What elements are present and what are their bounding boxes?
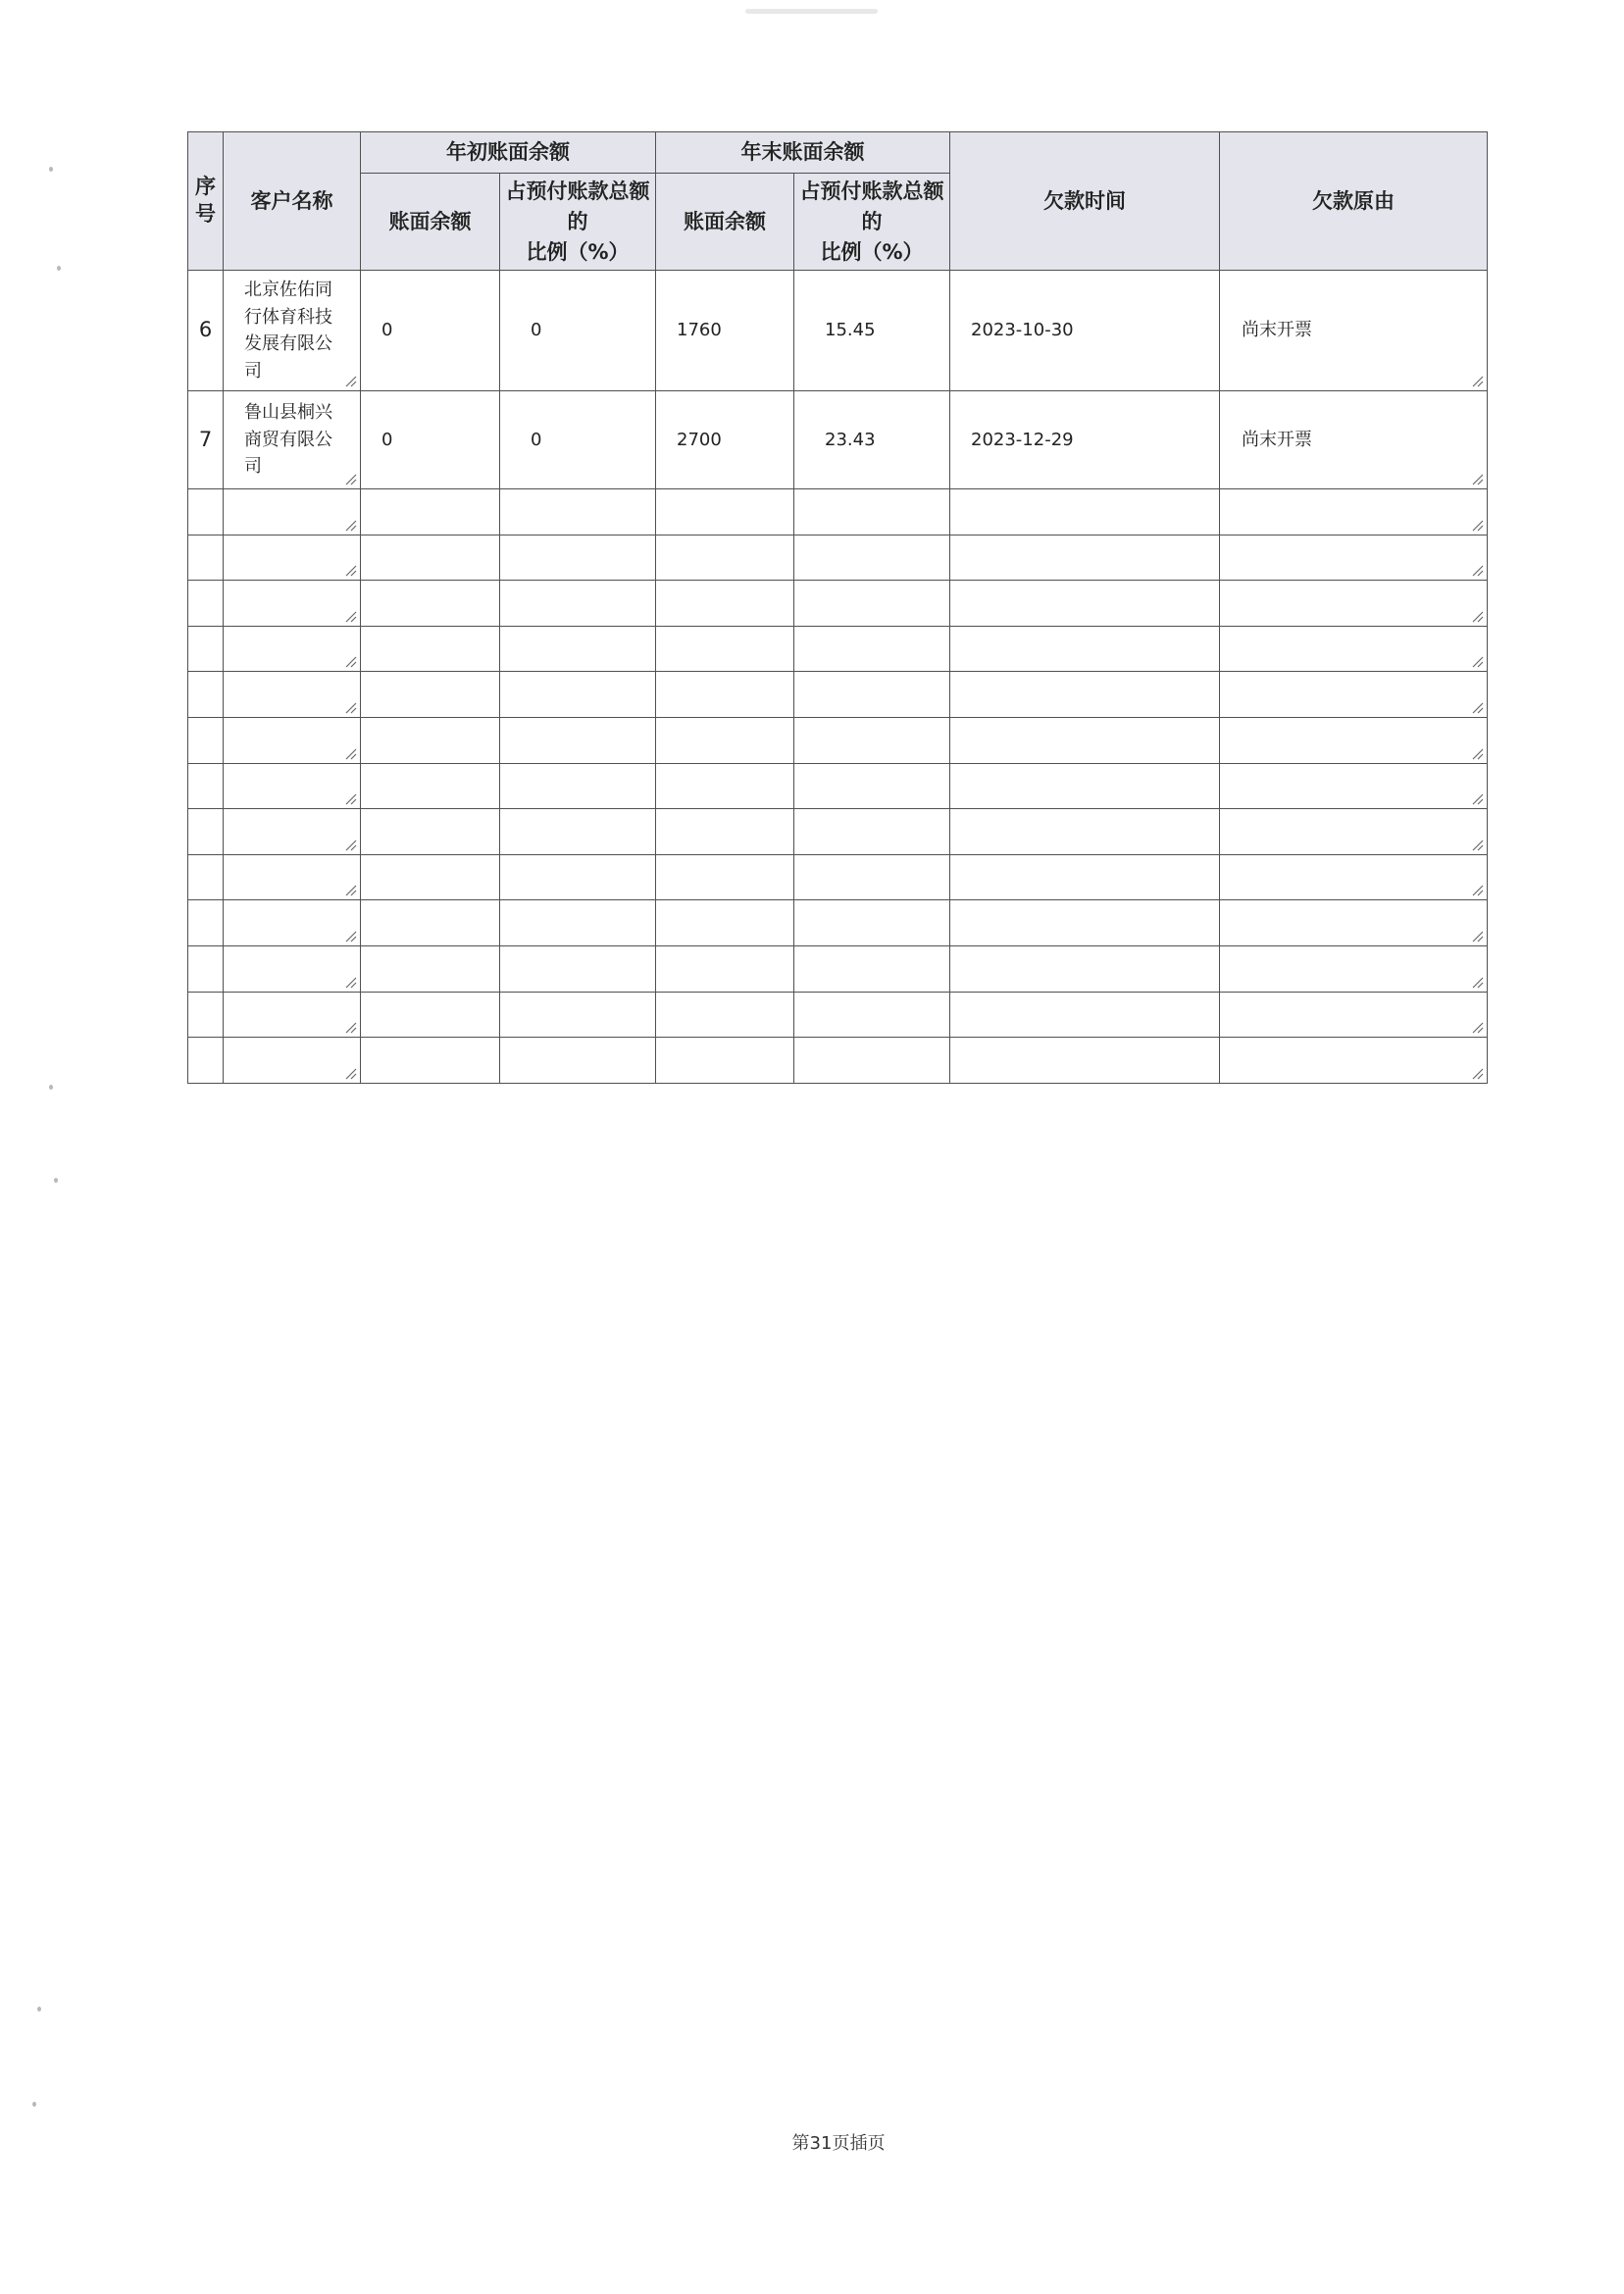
closing-ratio-cell [794, 626, 950, 672]
empty-table-row [188, 535, 1488, 581]
closing-ratio-cell: 15.45 [794, 271, 950, 391]
customer-name-cell [224, 763, 361, 809]
scan-speck [37, 2007, 41, 2012]
resize-grip-icon [1472, 793, 1484, 805]
arrears-reason-cell [1220, 626, 1488, 672]
closing-ratio-cell [794, 945, 950, 992]
page-footer: 第31页插页 [791, 2133, 886, 2154]
opening-ratio-cell [500, 672, 656, 718]
arrears-reason-cell [1220, 489, 1488, 535]
arrears-date-cell [950, 717, 1220, 763]
opening-balance-cell [361, 900, 500, 946]
empty-table-row [188, 809, 1488, 855]
header-opening-ratio: 占预付账款总额 的 比例（%） [500, 174, 656, 271]
opening-balance-cell: 0 [361, 391, 500, 489]
opening-balance-cell [361, 489, 500, 535]
seq-cell [188, 1038, 224, 1084]
opening-ratio-cell [500, 945, 656, 992]
empty-table-row [188, 489, 1488, 535]
arrears-date-cell [950, 809, 1220, 855]
customer-name-text: 北京佐佑同行体育科技发展有限公司 [244, 280, 332, 382]
opening-ratio-cell [500, 626, 656, 672]
arrears-reason-text: 尚末开票 [1242, 320, 1312, 341]
opening-balance-cell: 0 [361, 271, 500, 391]
header-customer-name: 客户名称 [224, 132, 361, 271]
resize-grip-icon [345, 520, 357, 532]
resize-grip-icon [345, 656, 357, 668]
opening-balance-cell [361, 763, 500, 809]
resize-grip-icon [1472, 474, 1484, 485]
arrears-date-cell: 2023-10-30 [950, 271, 1220, 391]
header-opening-book-balance: 账面余额 [361, 174, 500, 271]
seq-cell: 7 [188, 391, 224, 489]
resize-grip-icon [345, 977, 357, 989]
empty-table-row [188, 581, 1488, 627]
closing-ratio-cell [794, 672, 950, 718]
scan-speck [54, 1178, 58, 1183]
seq-cell [188, 672, 224, 718]
resize-grip-icon [1472, 376, 1484, 387]
resize-grip-icon [345, 793, 357, 805]
resize-grip-icon [345, 931, 357, 943]
arrears-reason-text: 尚末开票 [1242, 429, 1312, 450]
opening-balance-cell [361, 945, 500, 992]
arrears-reason-cell [1220, 672, 1488, 718]
closing-balance-cell [656, 900, 794, 946]
empty-table-row [188, 854, 1488, 900]
empty-table-row [188, 763, 1488, 809]
seq-cell [188, 945, 224, 992]
arrears-reason-cell [1220, 809, 1488, 855]
seq-cell: 6 [188, 271, 224, 391]
empty-table-row [188, 626, 1488, 672]
customer-name-cell [224, 581, 361, 627]
resize-grip-icon [345, 611, 357, 623]
closing-balance-cell [656, 626, 794, 672]
closing-balance-cell [656, 535, 794, 581]
header-seq-label: 序号 [195, 175, 216, 226]
empty-table-row [188, 945, 1488, 992]
seq-cell [188, 581, 224, 627]
closing-balance-cell [656, 763, 794, 809]
seq-cell [188, 717, 224, 763]
customer-name-cell [224, 1038, 361, 1084]
empty-table-row [188, 1038, 1488, 1084]
resize-grip-icon [1472, 931, 1484, 943]
resize-grip-icon [345, 565, 357, 577]
seq-cell [188, 535, 224, 581]
resize-grip-icon [1472, 1068, 1484, 1080]
arrears-reason-cell [1220, 900, 1488, 946]
opening-ratio-cell [500, 854, 656, 900]
arrears-reason-cell [1220, 717, 1488, 763]
seq-cell [188, 900, 224, 946]
opening-ratio-cell [500, 900, 656, 946]
resize-grip-icon [1472, 885, 1484, 896]
closing-ratio-cell [794, 763, 950, 809]
header-seq [188, 132, 224, 271]
arrears-reason-cell [1220, 1038, 1488, 1084]
prepayment-detail-table [187, 131, 1488, 1084]
closing-ratio-cell [794, 489, 950, 535]
closing-ratio-cell [794, 900, 950, 946]
seq-cell [188, 763, 224, 809]
opening-ratio-cell [500, 717, 656, 763]
closing-ratio-cell [794, 581, 950, 627]
arrears-reason-cell [1220, 763, 1488, 809]
resize-grip-icon [1472, 977, 1484, 989]
arrears-date-cell [950, 581, 1220, 627]
resize-grip-icon [1472, 1022, 1484, 1034]
resize-grip-icon [1472, 656, 1484, 668]
resize-grip-icon [345, 474, 357, 485]
resize-grip-icon [345, 376, 357, 387]
customer-name-cell [224, 626, 361, 672]
table-row [188, 391, 1488, 489]
customer-name-cell [224, 992, 361, 1038]
arrears-date-cell [950, 626, 1220, 672]
arrears-date-cell [950, 900, 1220, 946]
seq-cell [188, 992, 224, 1038]
arrears-date-cell [950, 672, 1220, 718]
empty-table-row [188, 717, 1488, 763]
header-closing-book-balance: 账面余额 [656, 174, 794, 271]
arrears-reason-cell [1220, 945, 1488, 992]
resize-grip-icon [1472, 611, 1484, 623]
empty-table-row [188, 992, 1488, 1038]
seq-cell [188, 489, 224, 535]
closing-ratio-cell [794, 535, 950, 581]
opening-balance-cell [361, 626, 500, 672]
resize-grip-icon [1472, 565, 1484, 577]
closing-ratio-cell: 23.43 [794, 391, 950, 489]
opening-balance-cell [361, 535, 500, 581]
opening-ratio-cell: 0 [500, 271, 656, 391]
table-header [188, 132, 1488, 271]
closing-balance-cell [656, 672, 794, 718]
arrears-date-cell [950, 992, 1220, 1038]
opening-ratio-cell [500, 489, 656, 535]
closing-ratio-cell [794, 717, 950, 763]
opening-balance-cell [361, 1038, 500, 1084]
opening-ratio-cell: 0 [500, 391, 656, 489]
arrears-reason-cell [1220, 581, 1488, 627]
closing-ratio-cell [794, 1038, 950, 1084]
scan-speck [32, 2102, 36, 2107]
closing-balance-cell [656, 717, 794, 763]
header-closing-balance-group: 年末账面余额 [656, 132, 950, 174]
customer-name-cell [224, 391, 361, 489]
resize-grip-icon [345, 1068, 357, 1080]
resize-grip-icon [345, 702, 357, 714]
customer-name-cell [224, 809, 361, 855]
opening-ratio-cell [500, 763, 656, 809]
arrears-reason-cell [1220, 992, 1488, 1038]
customer-name-cell [224, 271, 361, 391]
resize-grip-icon [345, 748, 357, 760]
scan-smudge [745, 9, 878, 14]
customer-name-cell [224, 489, 361, 535]
scan-speck [57, 266, 61, 271]
customer-name-cell [224, 717, 361, 763]
resize-grip-icon [345, 885, 357, 896]
seq-cell [188, 809, 224, 855]
arrears-date-cell [950, 945, 1220, 992]
table-row [188, 271, 1488, 391]
header-opening-balance-group: 年初账面余额 [361, 132, 656, 174]
resize-grip-icon [1472, 840, 1484, 851]
opening-ratio-cell [500, 581, 656, 627]
closing-balance-cell: 1760 [656, 271, 794, 391]
closing-balance-cell [656, 854, 794, 900]
resize-grip-icon [1472, 748, 1484, 760]
closing-balance-cell: 2700 [656, 391, 794, 489]
opening-balance-cell [361, 717, 500, 763]
resize-grip-icon [345, 840, 357, 851]
opening-balance-cell [361, 809, 500, 855]
arrears-date-cell [950, 854, 1220, 900]
opening-balance-cell [361, 581, 500, 627]
customer-name-cell [224, 854, 361, 900]
arrears-date-cell: 2023-12-29 [950, 391, 1220, 489]
arrears-reason-cell [1220, 854, 1488, 900]
table-body [188, 271, 1488, 1084]
seq-cell [188, 854, 224, 900]
opening-ratio-cell [500, 1038, 656, 1084]
scan-speck [49, 1085, 53, 1090]
customer-name-cell [224, 900, 361, 946]
opening-ratio-cell [500, 809, 656, 855]
arrears-date-cell [950, 1038, 1220, 1084]
scan-speck [49, 167, 53, 172]
closing-balance-cell [656, 992, 794, 1038]
arrears-date-cell [950, 535, 1220, 581]
header-row-top [188, 132, 1488, 174]
arrears-date-cell [950, 489, 1220, 535]
arrears-reason-cell [1220, 391, 1488, 489]
closing-balance-cell [656, 945, 794, 992]
closing-balance-cell [656, 1038, 794, 1084]
arrears-date-cell [950, 763, 1220, 809]
header-closing-ratio: 占预付账款总额 的 比例（%） [794, 174, 950, 271]
header-arrears-reason: 欠款原由 [1220, 132, 1488, 271]
closing-ratio-cell [794, 992, 950, 1038]
seq-cell [188, 626, 224, 672]
arrears-reason-cell [1220, 535, 1488, 581]
resize-grip-icon [1472, 702, 1484, 714]
opening-balance-cell [361, 992, 500, 1038]
arrears-reason-cell [1220, 271, 1488, 391]
closing-ratio-cell [794, 809, 950, 855]
closing-ratio-cell [794, 854, 950, 900]
closing-balance-cell [656, 581, 794, 627]
header-arrears-date: 欠款时间 [950, 132, 1220, 271]
customer-name-text: 鲁山县桐兴商贸有限公司 [244, 402, 332, 478]
customer-name-cell [224, 945, 361, 992]
opening-ratio-cell [500, 535, 656, 581]
opening-balance-cell [361, 672, 500, 718]
resize-grip-icon [345, 1022, 357, 1034]
customer-name-cell [224, 672, 361, 718]
opening-balance-cell [361, 854, 500, 900]
resize-grip-icon [1472, 520, 1484, 532]
customer-name-cell [224, 535, 361, 581]
empty-table-row [188, 672, 1488, 718]
closing-balance-cell [656, 809, 794, 855]
empty-table-row [188, 900, 1488, 946]
opening-ratio-cell [500, 992, 656, 1038]
closing-balance-cell [656, 489, 794, 535]
